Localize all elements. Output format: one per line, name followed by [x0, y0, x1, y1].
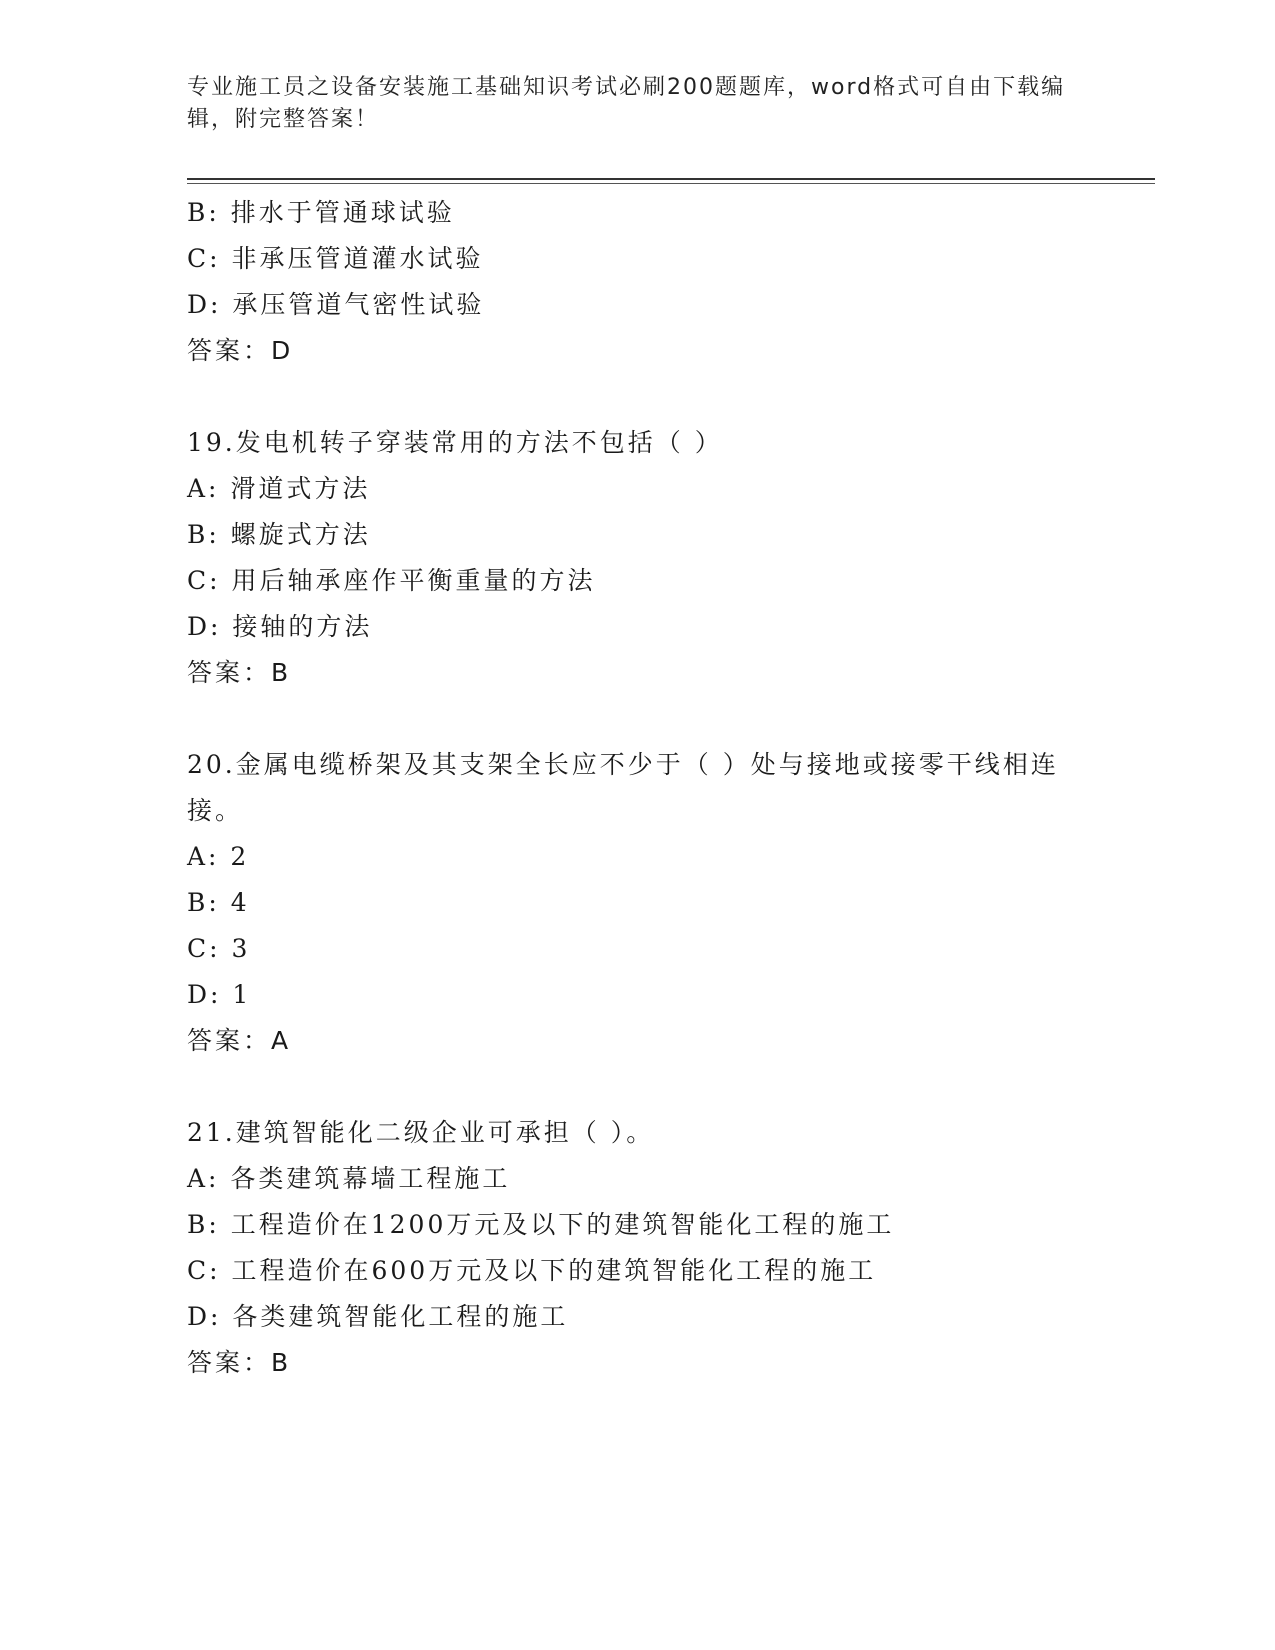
- option-c: C: 用后轴承座作平衡重量的方法: [187, 566, 596, 595]
- answer: 答案：B: [187, 1348, 292, 1377]
- option-b: B: 4: [187, 888, 250, 917]
- option-b: B: 工程造价在1200万元及以下的建筑智能化工程的施工: [187, 1210, 895, 1239]
- option-c: C: 非承压管道灌水试验: [187, 244, 484, 273]
- question-19: [187, 420, 1087, 696]
- answer: 答案：D: [187, 336, 294, 365]
- option-d: D: 接轴的方法: [187, 612, 373, 641]
- question-18-tail: [187, 190, 1087, 374]
- question-text: 19.发电机转子穿装常用的方法不包括（ ）: [187, 428, 723, 457]
- document-header: 专业施工员之设备安装施工基础知识考试必刷200题题库，word格式可自由下载编辑，附完整答案！: [187, 75, 1066, 132]
- option-a: A: 2: [187, 842, 250, 871]
- question-list: [187, 190, 1087, 1386]
- question-21: [187, 1110, 1087, 1386]
- option-d: D: 各类建筑智能化工程的施工: [187, 1302, 569, 1331]
- answer: 答案：B: [187, 658, 292, 687]
- option-c: C: 3: [187, 934, 251, 963]
- option-a: A: 滑道式方法: [187, 474, 371, 503]
- option-b: B: 螺旋式方法: [187, 520, 371, 549]
- option-c: C: 工程造价在600万元及以下的建筑智能化工程的施工: [187, 1256, 877, 1285]
- option-a: A: 各类建筑幕墙工程施工: [187, 1164, 511, 1193]
- question-text: 21.建筑智能化二级企业可承担（ ）。: [187, 1118, 655, 1147]
- option-d: D: 1: [187, 980, 252, 1009]
- option-d: D: 承压管道气密性试验: [187, 290, 485, 319]
- header-divider-thick: [187, 178, 1155, 180]
- answer: 答案：A: [187, 1026, 292, 1055]
- question-text: 20.金属电缆桥架及其支架全长应不少于（ ）处与接地或接零干线相连接。: [187, 750, 1059, 825]
- option-b: B: 排水于管通球试验: [187, 198, 455, 227]
- question-20: [187, 742, 1087, 1064]
- header-divider-thin: [187, 183, 1155, 184]
